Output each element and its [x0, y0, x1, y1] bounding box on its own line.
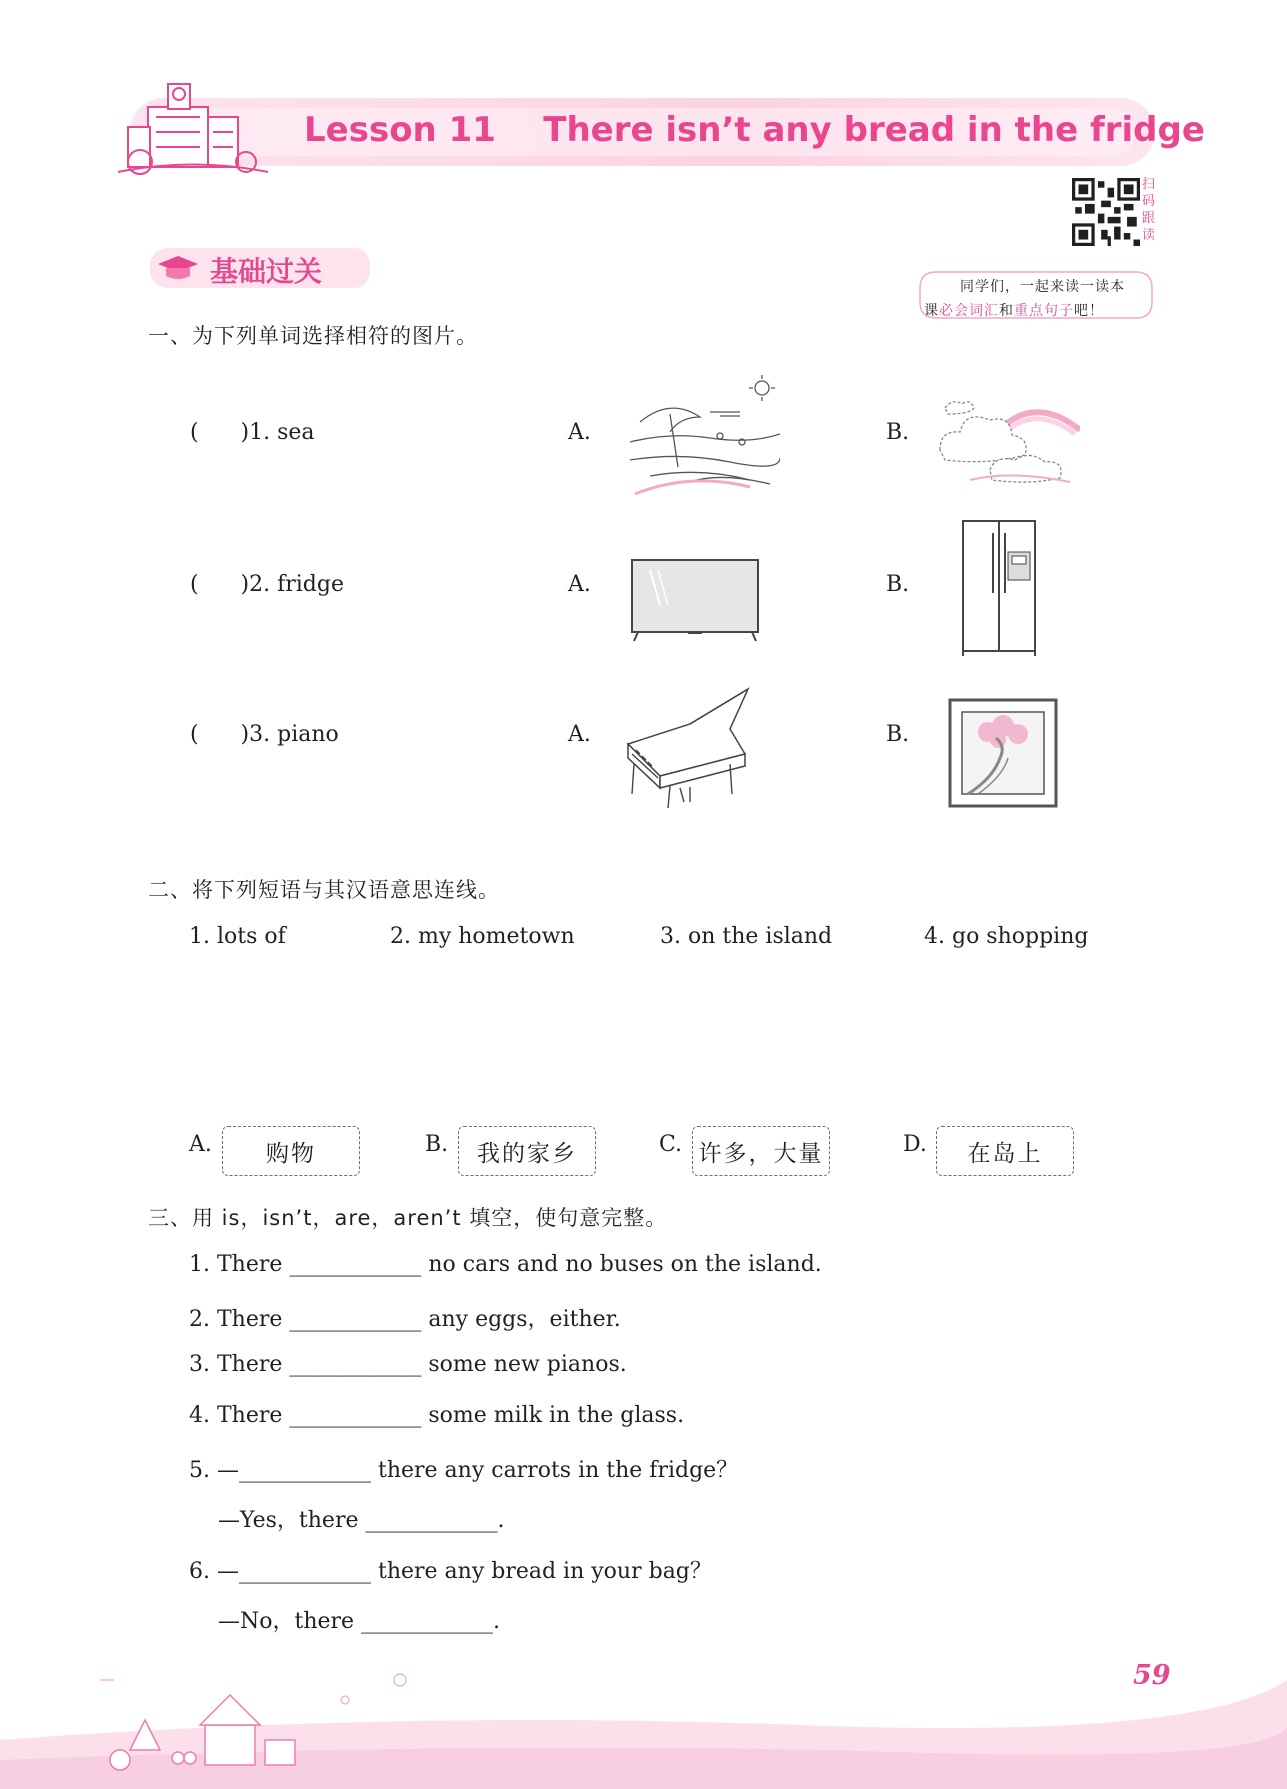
- lesson-title: Lesson 11 There isn’t any bread in the fridge: [304, 110, 1205, 150]
- fill-sentence-3[interactable]: 3. There ____________ some new pianos.: [189, 1352, 627, 1377]
- part2-heading: 二、将下列短语与其汉语意思连线。: [148, 878, 500, 902]
- page-number: 59: [1133, 1660, 1171, 1691]
- qr-code-icon[interactable]: [1072, 178, 1140, 246]
- match-option-a-box[interactable]: 购物: [222, 1126, 360, 1176]
- part1-heading: 一、为下列单词选择相符的图片。: [148, 324, 478, 348]
- section-badge-label: 基础过关: [210, 255, 323, 288]
- match-option-c-label: C.: [659, 1132, 683, 1157]
- option-b-label: B.: [886, 572, 910, 597]
- grand-piano-image[interactable]: [620, 684, 755, 812]
- match-option-b-box[interactable]: 我的家乡: [458, 1126, 596, 1176]
- fill-sentence-6-answer[interactable]: —No，there ____________.: [218, 1609, 501, 1634]
- question-1: ( )1. sea: [190, 420, 315, 445]
- school-building-icon: [118, 72, 268, 182]
- fill-sentence-4[interactable]: 4. There ____________ some milk in the glass.: [189, 1403, 685, 1428]
- option-a-label: A.: [568, 722, 591, 747]
- clouds-rainbow-image[interactable]: [930, 390, 1080, 490]
- option-b-label: B.: [886, 722, 910, 747]
- option-b-label: B.: [886, 420, 910, 445]
- fill-sentence-5-answer[interactable]: —Yes，there ____________.: [218, 1508, 505, 1533]
- question-2: ( )2. fridge: [190, 572, 344, 597]
- bubble-text-line1: 同学们，一起来读一读本: [960, 279, 1125, 295]
- option-a-label: A.: [568, 420, 591, 445]
- phrase-3: 3. on the island: [660, 924, 833, 949]
- match-option-a-label: A.: [189, 1132, 212, 1157]
- match-option-c-box[interactable]: 许多，大量: [692, 1126, 830, 1176]
- fill-sentence-6-question[interactable]: 6. —____________ there any bread in your bag？: [189, 1559, 712, 1584]
- match-option-d-box[interactable]: 在岛上: [936, 1126, 1074, 1176]
- fill-sentence-1[interactable]: 1. There ____________ no cars and no buses on the island.: [189, 1252, 822, 1277]
- fill-sentence-2[interactable]: 2. There ____________ any eggs，either.: [189, 1307, 621, 1332]
- television-image[interactable]: [630, 555, 760, 645]
- phrase-4: 4. go shopping: [924, 924, 1089, 949]
- fridge-image[interactable]: [960, 518, 1038, 658]
- fill-sentence-5-question[interactable]: 5. —____________ there any carrots in the fridge？: [189, 1458, 739, 1483]
- phrase-2: 2. my hometown: [390, 924, 575, 949]
- option-a-label: A.: [568, 572, 591, 597]
- phrase-1: 1. lots of: [189, 924, 286, 949]
- painting-image[interactable]: [948, 698, 1058, 808]
- beach-scene-image[interactable]: [630, 372, 780, 500]
- scan-to-read-label: 扫码跟读: [1142, 177, 1156, 243]
- bubble-text-line2: 课必会词汇和重点句子吧！: [924, 303, 1104, 319]
- match-option-b-label: B.: [425, 1132, 449, 1157]
- question-3: ( )3. piano: [190, 722, 339, 747]
- match-option-d-label: D.: [903, 1132, 927, 1157]
- part3-heading: 三、用 is，isn’t，are，aren’t 填空，使句意完整。: [148, 1206, 668, 1230]
- footer-decoration: [0, 1640, 1287, 1789]
